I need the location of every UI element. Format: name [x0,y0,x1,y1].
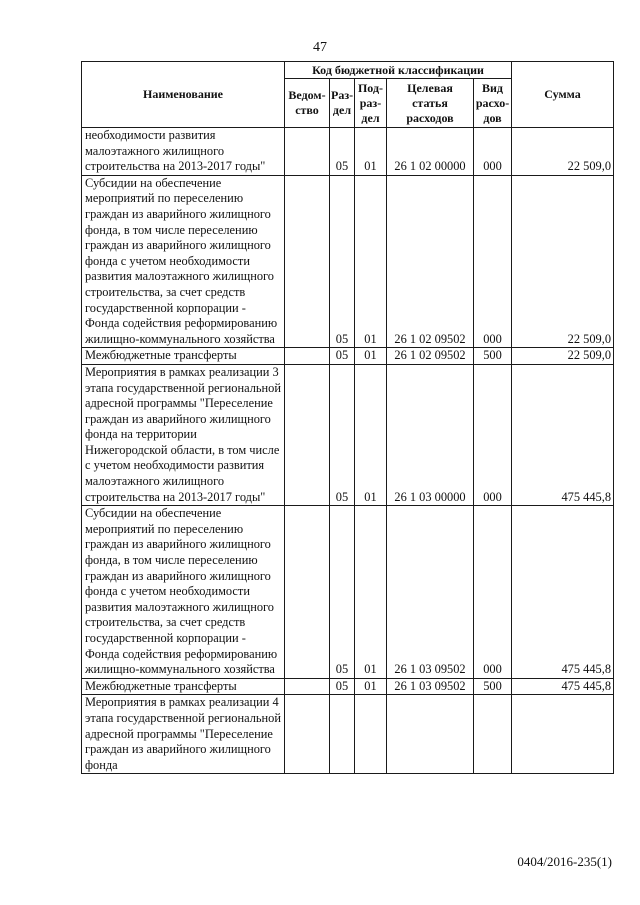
row-name-cell: Межбюджетные трансферты [82,348,285,365]
table-row [82,348,614,365]
row-agency-cell [285,678,330,695]
row-name-cell: необходимости развития малоэтажного жилищного строительства на 2013-2017 годы" [82,128,285,176]
header-amount: Сумма [512,62,614,128]
row-subsection-cell: 01 [355,364,387,505]
table-row [82,695,614,774]
row-name-cell: Субсидии на обеспечение мероприятий по переселению граждан из аварийного жилищного фонда, в том числе переселению граждан из аварийного жилищного фонда с учетом необходимости развития малоэтажного жилищного строительства, за счет средств государственной корпорации - Фонда содействия реформированию жилищно-коммунального хозяйства [82,175,285,348]
row-name-cell: Мероприятия в рамках реализации 4 этапа государственной региональной адресной программы "Переселение граждан из аварийного жилищного фонда [82,695,285,774]
row-agency-cell [285,128,330,176]
row-section-cell: 05 [330,506,355,679]
table-row [82,678,614,695]
row-subsection-cell: 01 [355,678,387,695]
row-section-cell: 05 [330,175,355,348]
row-agency-cell [285,695,330,774]
row-amount-cell: 22 509,0 [512,348,614,365]
header-target-item: Целевая статья расходов [387,79,474,128]
row-expense-type-cell: 000 [474,175,512,348]
row-target-item-cell: 26 1 03 00000 [387,364,474,505]
row-section-cell: 05 [330,128,355,176]
header-expense-type: Вид расхо-дов [474,79,512,128]
row-name-cell: Мероприятия в рамках реализации 3 этапа государственной региональной адресной программы "Переселение граждан из аварийного жилищного фонда на территории Нижегородской области, в том числе с учетом необходимости развития малоэтажного жилищного строительства на 2013-2017 годы" [82,364,285,505]
row-name-cell: Межбюджетные трансферты [82,678,285,695]
row-amount-cell: 475 445,8 [512,364,614,505]
row-expense-type-cell: 500 [474,678,512,695]
row-subsection-cell [355,695,387,774]
row-expense-type-cell: 500 [474,348,512,365]
row-name-cell: Субсидии на обеспечение мероприятий по переселению граждан из аварийного жилищного фонда, в том числе переселению граждан из аварийного жилищного фонда с учетом необходимости развития малоэтажного жилищного строительства, за счет средств государственной корпорации - Фонда содействия реформированию жилищно-коммунального хозяйства [82,506,285,679]
row-subsection-cell: 01 [355,128,387,176]
row-amount-cell: 475 445,8 [512,506,614,679]
row-expense-type-cell: 000 [474,364,512,505]
row-expense-type-cell: 000 [474,128,512,176]
row-agency-cell [285,175,330,348]
row-target-item-cell: 26 1 02 00000 [387,128,474,176]
page-number: 47 [313,40,327,55]
row-amount-cell: 22 509,0 [512,128,614,176]
row-target-item-cell: 26 1 03 09502 [387,678,474,695]
row-subsection-cell: 01 [355,348,387,365]
row-target-item-cell: 26 1 03 09502 [387,506,474,679]
row-target-item-cell: 26 1 02 09502 [387,175,474,348]
row-amount-cell: 22 509,0 [512,175,614,348]
table-body [82,128,614,774]
row-expense-type-cell [474,695,512,774]
header-agency: Ведом-ство [285,79,330,128]
row-expense-type-cell: 000 [474,506,512,679]
header-classification-group: Код бюджетной классификации [285,62,512,79]
row-section-cell [330,695,355,774]
row-amount-cell: 475 445,8 [512,678,614,695]
row-section-cell: 05 [330,364,355,505]
row-agency-cell [285,364,330,505]
document-footer-code: 0404/2016-235(1) [517,854,612,869]
row-agency-cell [285,348,330,365]
table-row [82,128,614,176]
row-subsection-cell: 01 [355,175,387,348]
header-name: Наименование [82,62,285,128]
header-section: Раз-дел [330,79,355,128]
row-section-cell: 05 [330,348,355,365]
budget-table [81,61,614,774]
row-subsection-cell: 01 [355,506,387,679]
row-amount-cell [512,695,614,774]
header-subsection: Под-раз-дел [355,79,387,128]
row-target-item-cell: 26 1 02 09502 [387,348,474,365]
row-target-item-cell [387,695,474,774]
row-agency-cell [285,506,330,679]
row-section-cell: 05 [330,678,355,695]
table-row [82,506,614,679]
table-row [82,175,614,348]
table-row [82,364,614,505]
